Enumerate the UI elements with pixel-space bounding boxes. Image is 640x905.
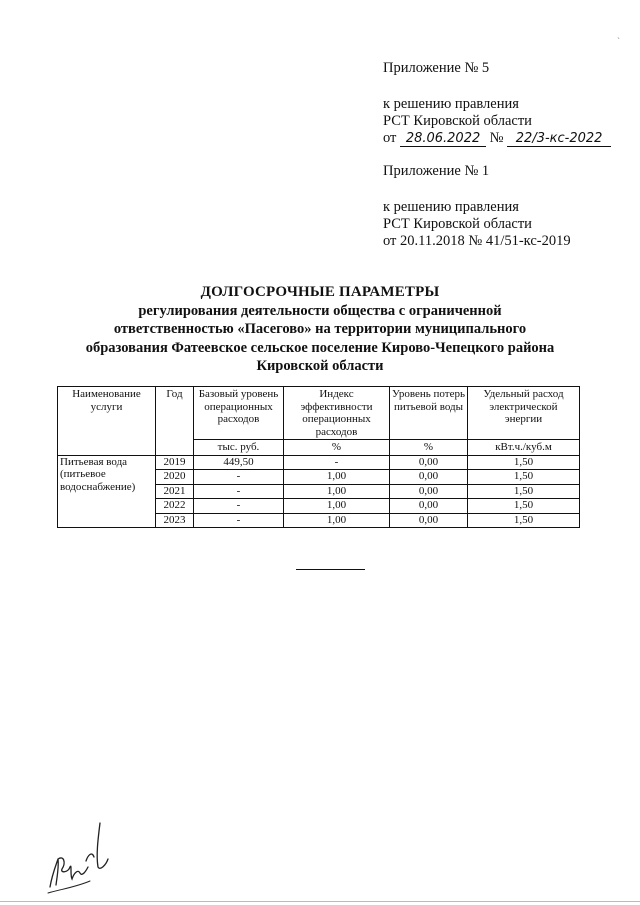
base-cost-cell: - bbox=[194, 484, 284, 499]
index-cell: - bbox=[284, 455, 390, 470]
end-rule-divider bbox=[296, 569, 365, 570]
energy-cell: 1,50 bbox=[468, 513, 580, 528]
service-name-cell: Питьевая вода (питьевое водоснабжение) bbox=[58, 455, 156, 528]
index-cell: 1,00 bbox=[284, 470, 390, 485]
unit-base-cost: тыс. руб. bbox=[194, 440, 284, 456]
base-cost-cell: - bbox=[194, 513, 284, 528]
heading-line3: образования Фатеевское сельское поселение Кирово-Чепецкого района bbox=[85, 339, 555, 356]
unit-efficiency-index: % bbox=[284, 440, 390, 456]
number-prefix: № bbox=[489, 130, 504, 146]
loss-cell: 0,00 bbox=[390, 499, 468, 514]
appendix-1-line2: РСТ Кировской области bbox=[383, 216, 532, 232]
parameters-table bbox=[57, 386, 580, 528]
heading-line4: Кировской области bbox=[256, 358, 384, 374]
appendix-5-line2: РСТ Кировской области bbox=[383, 113, 532, 129]
base-cost-cell: 449,50 bbox=[194, 455, 284, 470]
appendix-5-title: Приложение № 5 bbox=[383, 60, 490, 76]
energy-cell: 1,50 bbox=[468, 455, 580, 470]
table-row bbox=[58, 455, 580, 470]
appendix-1-block bbox=[383, 163, 571, 250]
index-cell: 1,00 bbox=[284, 513, 390, 528]
heading-main: ДОЛГОСРОЧНЫЕ ПАРАМЕТРЫ bbox=[200, 284, 440, 300]
energy-cell: 1,50 bbox=[468, 484, 580, 499]
scan-mark: ` bbox=[617, 36, 620, 46]
header-energy-rate: Удельный расход электрической энергии bbox=[468, 387, 580, 440]
loss-cell: 0,00 bbox=[390, 513, 468, 528]
heading-line2: ответственностью «Пасегово» на территории муниципального bbox=[113, 321, 527, 337]
appendix-5-block bbox=[383, 60, 611, 147]
year-cell: 2021 bbox=[156, 484, 194, 499]
header-water-loss: Уровень потерь питьевой воды bbox=[390, 387, 468, 440]
energy-cell: 1,50 bbox=[468, 470, 580, 485]
year-cell: 2019 bbox=[156, 455, 194, 470]
year-cell: 2020 bbox=[156, 470, 194, 485]
appendix-5-date-line bbox=[383, 130, 611, 147]
loss-cell: 0,00 bbox=[390, 455, 468, 470]
handwritten-number: 22/3-кс-2022 bbox=[507, 132, 611, 147]
date-prefix: от bbox=[383, 130, 397, 146]
base-cost-cell: - bbox=[194, 499, 284, 514]
year-cell: 2023 bbox=[156, 513, 194, 528]
appendix-1-line1: к решению правления bbox=[383, 199, 519, 215]
handwritten-signature-icon bbox=[42, 815, 122, 895]
appendix-5-line1: к решению правления bbox=[383, 96, 519, 112]
header-efficiency-index: Индекс эффективности операционных расходов bbox=[284, 387, 390, 440]
appendix-1-line3: от 20.11.2018 № 41/51-кс-2019 bbox=[383, 233, 571, 249]
loss-cell: 0,00 bbox=[390, 470, 468, 485]
appendix-1-title: Приложение № 1 bbox=[383, 163, 490, 179]
handwritten-date: 28.06.2022 bbox=[400, 132, 486, 147]
header-year: Год bbox=[156, 387, 194, 456]
loss-cell: 0,00 bbox=[390, 484, 468, 499]
base-cost-cell: - bbox=[194, 470, 284, 485]
page-bottom-edge bbox=[0, 901, 640, 902]
index-cell: 1,00 bbox=[284, 484, 390, 499]
year-cell: 2022 bbox=[156, 499, 194, 514]
energy-cell: 1,50 bbox=[468, 499, 580, 514]
index-cell: 1,00 bbox=[284, 499, 390, 514]
heading-line1: регулирования деятельности общества с ограниченной bbox=[138, 302, 502, 319]
unit-water-loss: % bbox=[390, 440, 468, 456]
unit-energy-rate: кВт.ч./куб.м bbox=[468, 440, 580, 456]
header-service: Наименование услуги bbox=[58, 387, 156, 456]
table-header-row bbox=[58, 387, 580, 440]
header-base-cost: Базовый уровень операционных расходов bbox=[194, 387, 284, 440]
document-heading bbox=[60, 283, 580, 376]
